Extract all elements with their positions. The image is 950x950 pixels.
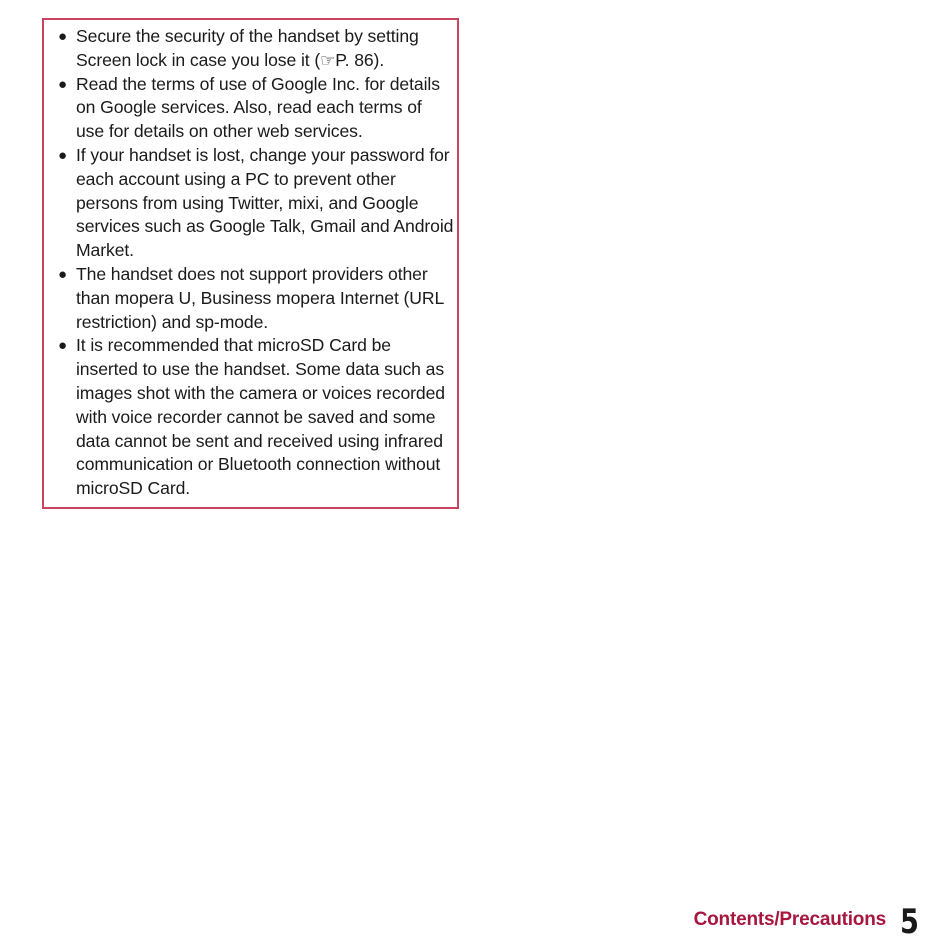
bullet-icon: ●: [58, 265, 67, 283]
notice-box: [42, 18, 459, 509]
list-item: [58, 144, 454, 263]
notice-text: The handset does not support providers other than mopera U, Business mopera Internet (URL restriction) and sp-mode.: [76, 263, 444, 332]
notice-text: Read the terms of use of Google Inc. for details on Google services. Also, read each terms of use for details on other web services.: [76, 73, 440, 142]
bullet-icon: ●: [58, 75, 67, 93]
notice-list: [58, 25, 454, 501]
list-item: [58, 73, 454, 144]
page-reference-link[interactable]: P. 86).: [335, 49, 385, 70]
list-item: [58, 25, 454, 73]
bullet-icon: ●: [58, 337, 67, 355]
notice-text: It is recommended that microSD Card be inserted to use the handset. Some data such as images shot with the camera or voices recorded with voice recorder cannot be saved and some data cannot be sent and received using infrared communication or Bluetooth connection without microSD Card.: [76, 335, 445, 499]
page-number: 5: [900, 902, 919, 942]
bullet-icon: ●: [58, 146, 67, 164]
notice-text: If your handset is lost, change your password for each account using a PC to prevent other persons from using Twitter, mixi, and Google services such as Google Talk, Gmail and Android Market.: [76, 144, 454, 261]
list-item: [58, 334, 454, 501]
reference-pointer-icon: ☞: [320, 50, 336, 70]
section-title: Contents/Precautions: [693, 909, 886, 930]
notice-text: Secure the security of the handset by setting Screen lock in case you lose it (: [76, 26, 419, 70]
bullet-icon: ●: [58, 28, 67, 45]
list-item: [58, 263, 454, 334]
